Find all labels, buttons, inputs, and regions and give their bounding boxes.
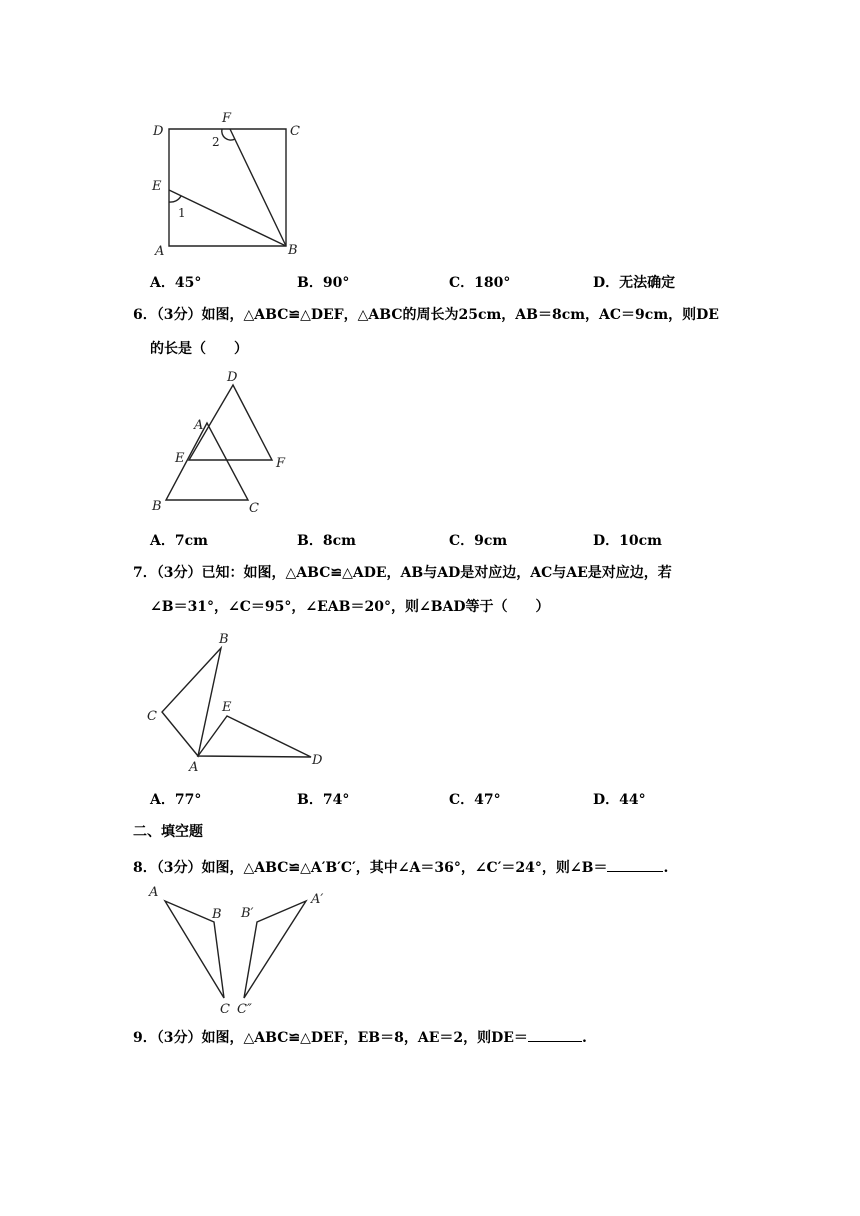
q7-figure <box>140 625 330 775</box>
q7-stem-line1: 7．（3分）已知：如图，△ABC≌△ADE，AB与AD是对应边，AC与AE是对应边，若 <box>133 565 672 581</box>
q5-segment-FB <box>230 129 286 246</box>
q5-label-angle1: 1 <box>178 206 186 220</box>
q6-label-F: F <box>276 456 286 471</box>
q7-option-d[interactable]: D．44° <box>593 792 646 808</box>
q9-stem-text: 9．（3分）如图，△ABC≌△DEF，EB＝8，AE＝2，则DE＝ <box>133 1030 528 1046</box>
q8-label-B: B <box>212 907 222 922</box>
q6-label-B: B <box>152 499 162 514</box>
q8-label-B-prime: B′ <box>241 906 254 921</box>
q5-label-C: C <box>290 124 300 139</box>
q6-option-d[interactable]: D．10cm <box>593 533 662 549</box>
q6-option-c[interactable]: C．9cm <box>449 533 508 549</box>
q5-option-a[interactable]: A．45° <box>150 275 202 291</box>
q5-figure <box>140 105 320 265</box>
q7-option-a[interactable]: A．77° <box>150 792 202 808</box>
q5-label-D: D <box>153 124 164 139</box>
q5-segment-EB <box>169 190 286 246</box>
q7-stem-line2: ∠B＝31°，∠C＝95°，∠EAB＝20°，则∠BAD等于（ ） <box>150 599 550 615</box>
q7-label-D: D <box>312 753 323 768</box>
q8-answer-blank[interactable] <box>607 857 663 872</box>
q5-label-E: E <box>152 179 162 194</box>
q6-stem-line2: 的长是（ ） <box>150 341 248 357</box>
q5-label-B: B <box>288 243 298 258</box>
q8-figure <box>140 878 340 1018</box>
q6-label-D: D <box>227 370 238 385</box>
q8-label-A: A <box>149 885 159 900</box>
q7-option-c[interactable]: C．47° <box>449 792 501 808</box>
q7-triangle-ADE <box>198 716 311 757</box>
q8-stem-text: 8．（3分）如图，△ABC≌△A′B′C′，其中∠A＝36°，∠C′＝24°，则∠B＝ <box>133 860 608 876</box>
q5-angle1-arc <box>169 196 181 202</box>
q7-triangle-ABC <box>162 648 221 756</box>
q5-label-A: A <box>155 244 165 259</box>
q5-option-b[interactable]: B．90° <box>297 275 350 291</box>
q6-label-E: E <box>175 451 185 466</box>
q5-label-angle2: 2 <box>212 135 220 149</box>
q5-square <box>169 129 286 246</box>
q8-label-C: C <box>220 1002 230 1017</box>
q6-stem-line1: 6．（3分）如图，△ABC≌△DEF，△ABC的周长为25cm，AB＝8cm，AC＝9cm，则DE <box>133 307 719 323</box>
q5-option-d[interactable]: D．无法确定 <box>593 275 676 291</box>
q8-stem-end: . <box>663 860 669 876</box>
q8-label-A-prime: A′ <box>311 892 324 907</box>
q5-label-F: F <box>222 111 232 126</box>
q7-label-C: C <box>147 709 157 724</box>
q9-stem <box>133 1027 587 1047</box>
q6-figure <box>140 365 300 520</box>
q5-option-c[interactable]: C．180° <box>449 275 511 291</box>
q7-label-E: E <box>222 700 232 715</box>
q6-option-a[interactable]: A．7cm <box>150 533 208 549</box>
q6-label-A: A <box>194 418 204 433</box>
q7-label-B: B <box>219 632 229 647</box>
section-title: 二、填空题 <box>133 824 203 840</box>
q7-option-b[interactable]: B．74° <box>297 792 350 808</box>
q6-label-C: C <box>249 501 259 516</box>
q9-stem-end: . <box>581 1030 587 1046</box>
q8-label-C-prime: C″ <box>237 1002 252 1017</box>
q6-option-b[interactable]: B．8cm <box>297 533 356 549</box>
q9-answer-blank[interactable] <box>528 1027 582 1042</box>
q7-label-A: A <box>189 760 199 775</box>
q8-stem <box>133 857 668 877</box>
